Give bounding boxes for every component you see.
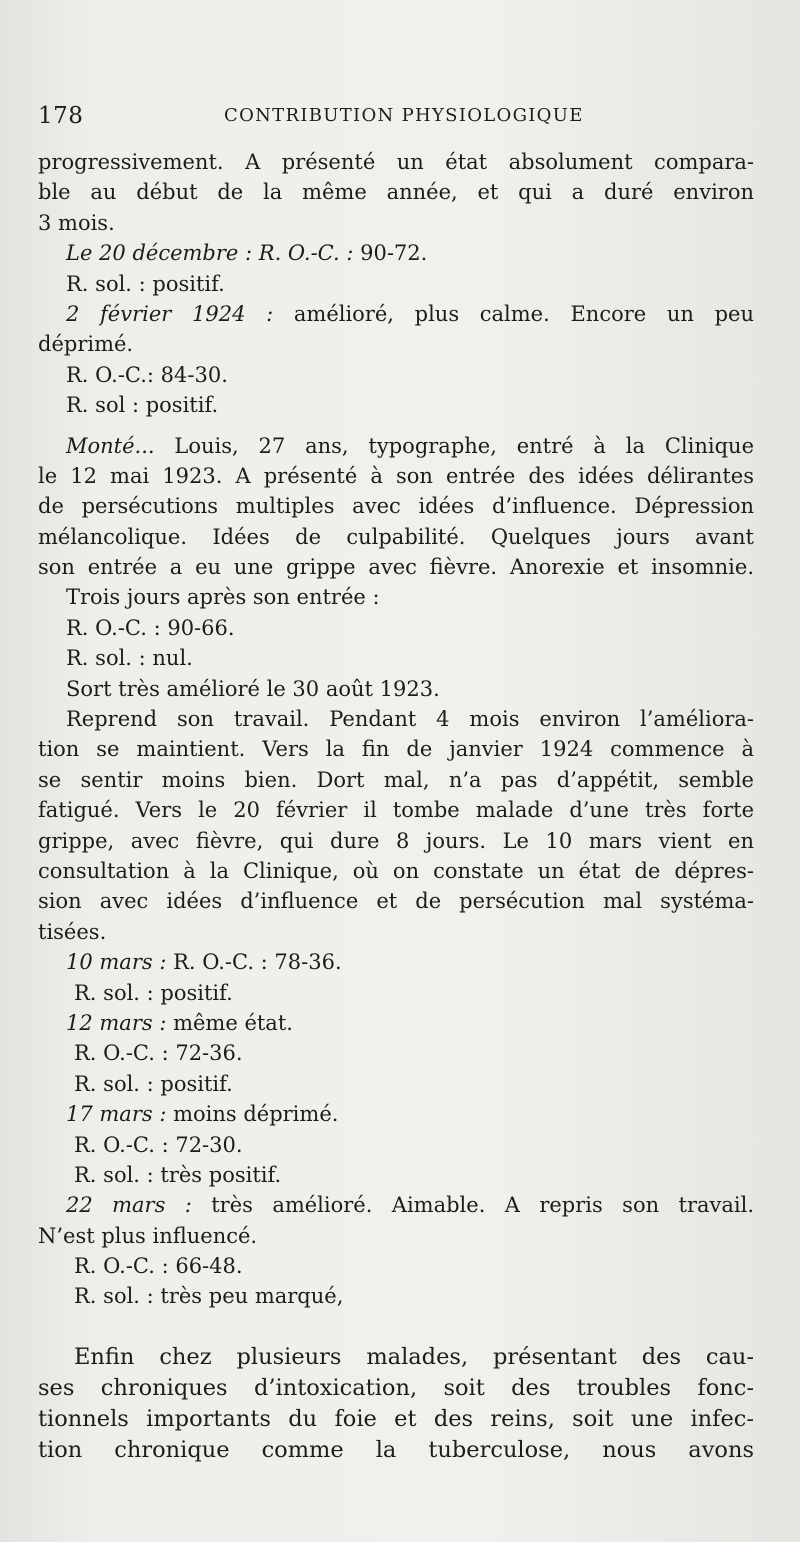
text-line: Sort très amélioré le 30 août 1923. bbox=[66, 676, 440, 701]
text-line: R. sol. : très peu marqué, bbox=[74, 1284, 344, 1309]
entry-date: 22 mars : bbox=[66, 1193, 192, 1218]
text-line: progressivement. A présenté un état absolument compara- bbox=[38, 150, 754, 174]
text-line: Trois jours après son entrée : bbox=[66, 585, 380, 610]
patient-name: Monté... bbox=[66, 433, 155, 458]
closing-paragraph bbox=[38, 1342, 754, 1466]
text-line: consultation à la Clinique, où on constate un état de dépres- bbox=[38, 858, 754, 883]
text-line: ble au début de la même année, et qui a duré environ bbox=[38, 180, 754, 205]
text-line: R. O.-C. : 72-30. bbox=[74, 1132, 243, 1157]
text-line: 3 mois. bbox=[38, 210, 115, 235]
text-line: Le 20 décembre : R. O.-C. : 90-72. bbox=[66, 241, 428, 266]
text-line: fatigué. Vers le 20 février il tombe malade d’une très forte bbox=[38, 798, 754, 823]
text-line: de persécutions multiples avec idées d’influence. Dépression bbox=[38, 494, 754, 519]
page-number: 178 bbox=[38, 103, 84, 129]
text-line: 17 mars : moins déprimé. bbox=[66, 1102, 339, 1127]
text-line: Reprend son travail. Pendant 4 mois environ l’améliora- bbox=[66, 707, 754, 732]
text-line: déprimé. bbox=[38, 332, 134, 357]
running-title: CONTRIBUTION PHYSIOLOGIQUE bbox=[224, 105, 584, 126]
text-line: mélancolique. Idées de culpabilité. Quelques jours avant bbox=[38, 524, 754, 549]
text-line: N’est plus influencé. bbox=[38, 1223, 258, 1248]
text-line: 22 mars : très amélioré. Aimable. A repris son travail. bbox=[66, 1193, 754, 1218]
entry-date: 10 mars : bbox=[66, 950, 167, 975]
text-line: R. sol. : positif. bbox=[74, 1071, 233, 1096]
text-line: sion avec idées d’influence et de persécution mal systéma- bbox=[38, 889, 754, 914]
text-line: R. O.-C.: 84-30. bbox=[66, 362, 228, 387]
text-line: R. O.-C. : 90-66. bbox=[66, 615, 235, 640]
text-line: le 12 mai 1923. A présenté à son entrée des idées délirantes bbox=[38, 463, 754, 488]
entry-date: 2 février 1924 : bbox=[66, 301, 274, 326]
text-line: R. sol. : nul. bbox=[66, 646, 193, 671]
text-line: ses chroniques d’intoxication, soit des troubles fonc- bbox=[38, 1374, 754, 1401]
text-line: Enfin chez plusieurs malades, présentant des cau- bbox=[74, 1343, 754, 1370]
text-line: grippe, avec fièvre, qui dure 8 jours. Le 10 mars vient en bbox=[38, 828, 754, 853]
text-line: R. sol : positif. bbox=[66, 393, 219, 418]
entry-date: Le 20 décembre : R. O.-C. : bbox=[66, 241, 354, 266]
text-line: R. sol. : très positif. bbox=[74, 1162, 282, 1187]
text-line: 2 février 1924 : amélioré, plus calme. Encore un peu bbox=[66, 301, 754, 326]
page-header bbox=[38, 103, 760, 135]
page-body bbox=[38, 147, 754, 1466]
text-line: 12 mars : même état. bbox=[66, 1010, 293, 1035]
text-line: tisées. bbox=[38, 919, 107, 944]
text-line: 10 mars : R. O.-C. : 78-36. bbox=[66, 950, 342, 975]
text-line: R. O.-C. : 66-48. bbox=[74, 1254, 243, 1279]
text-line: se sentir moins bien. Dort mal, n’a pas d’appétit, semble bbox=[38, 767, 754, 792]
text-line: tionnels importants du foie et des reins, soit une infec- bbox=[38, 1405, 754, 1432]
text-line: son entrée a eu une grippe avec fièvre. Anorexie et insomnie. bbox=[38, 555, 754, 580]
text-line: R. O.-C. : 72-36. bbox=[74, 1041, 243, 1066]
text-line: Monté... Louis, 27 ans, typographe, entré à la Clinique bbox=[66, 433, 754, 458]
text-line: R. sol. : positif. bbox=[66, 271, 225, 296]
entry-date: 12 mars : bbox=[66, 1010, 167, 1035]
text-line: tion se maintient. Vers la fin de janvier 1924 commence à bbox=[38, 737, 754, 762]
text-line: tion chronique comme la tuberculose, nous avons bbox=[38, 1436, 754, 1463]
entry-date: 17 mars : bbox=[66, 1102, 167, 1127]
text-line: R. sol. : positif. bbox=[74, 980, 233, 1005]
